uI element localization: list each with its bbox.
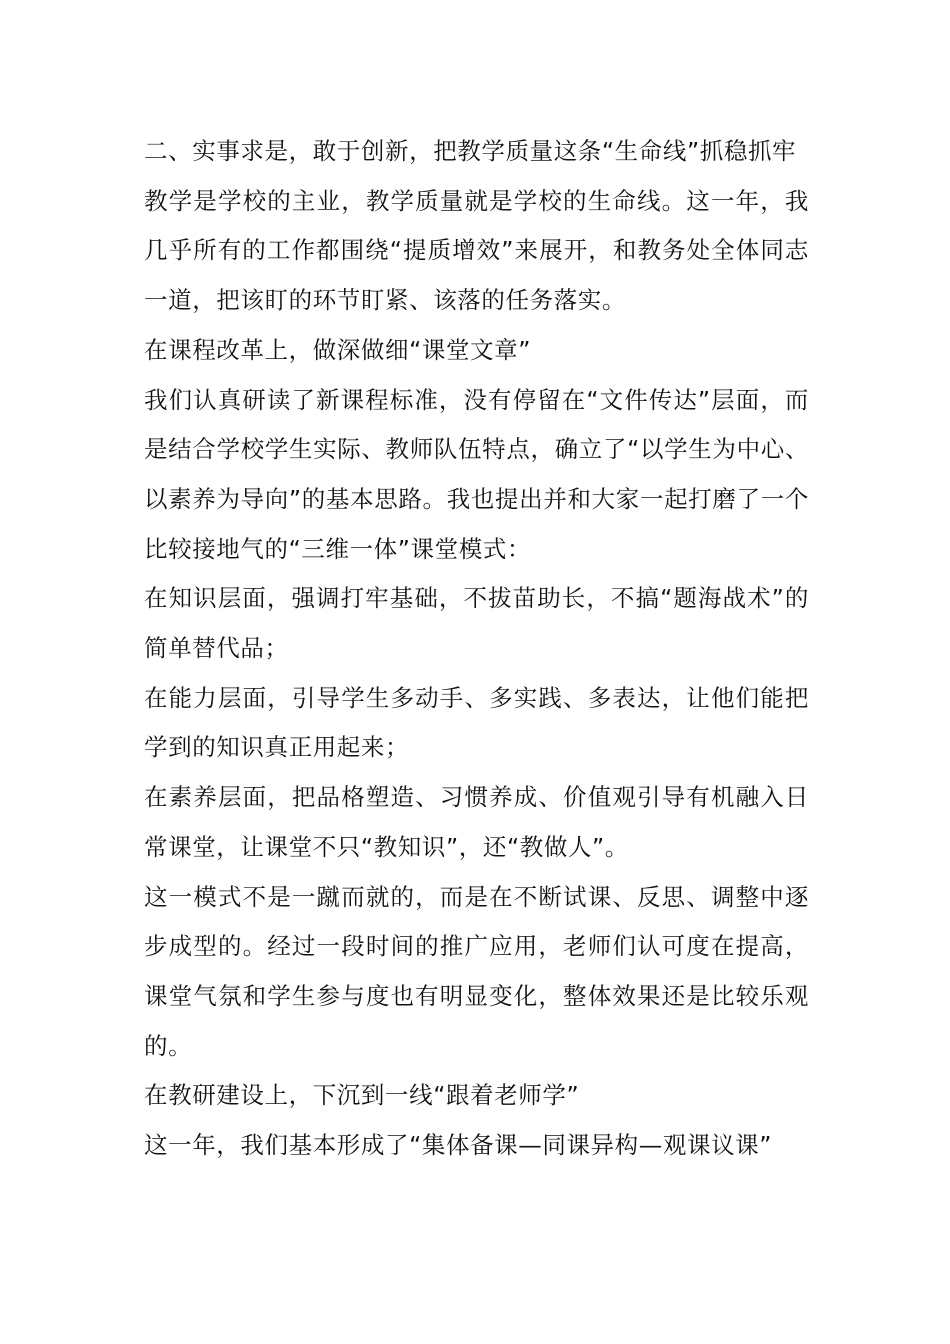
list-item-ability: 在能力层面，引导学生多动手、多实践、多表达，让他们能把学到的知识真正用起来； <box>144 683 809 762</box>
subsection-heading: 在教研建设上，下沉到一线“跟着老师学” <box>144 1081 580 1110</box>
body-paragraph: 这一年，我们基本形成了“集体备课—同课异构—观课议课” <box>144 1131 773 1160</box>
section-heading: 二、实事求是，敢于创新，把教学质量这条“生命线”抓稳抓牢 <box>144 137 797 165</box>
document-page <box>144 127 809 1171</box>
body-paragraph: 我们认真研读了新课程标准，没有停留在“文件传达”层面，而是结合学校学生实际、教师队伍特点，确立了“以学生为中心、以素养为导向”的基本思路。我也提出并和大家一起打磨了一个比较接地气的“三维一体”课堂模式： <box>144 385 809 563</box>
body-paragraph: 这一模式不是一蹴而就的，而是在不断试课、反思、调整中逐步成型的。经过一段时间的推广应用，老师们认可度在提高，课堂气氛和学生参与度也有明显变化，整体效果还是比较乐观的。 <box>144 882 809 1060</box>
subsection-heading: 在课程改革上，做深做细“课堂文章” <box>144 335 532 364</box>
list-item-literacy: 在素养层面，把品格塑造、习惯养成、价值观引导有机融入日常课堂，让课堂不只“教知识”，还“教做人”。 <box>144 783 809 861</box>
list-item-knowledge: 在知识层面，强调打牢基础，不拔苗助长，不搞“题海战术”的简单替代品； <box>144 584 809 663</box>
body-paragraph: 教学是学校的主业，教学质量就是学校的生命线。这一年，我几乎所有的工作都围绕“提质增效”来展开，和教务处全体同志一道，把该盯的环节盯紧、该落的任务落实。 <box>144 186 809 315</box>
